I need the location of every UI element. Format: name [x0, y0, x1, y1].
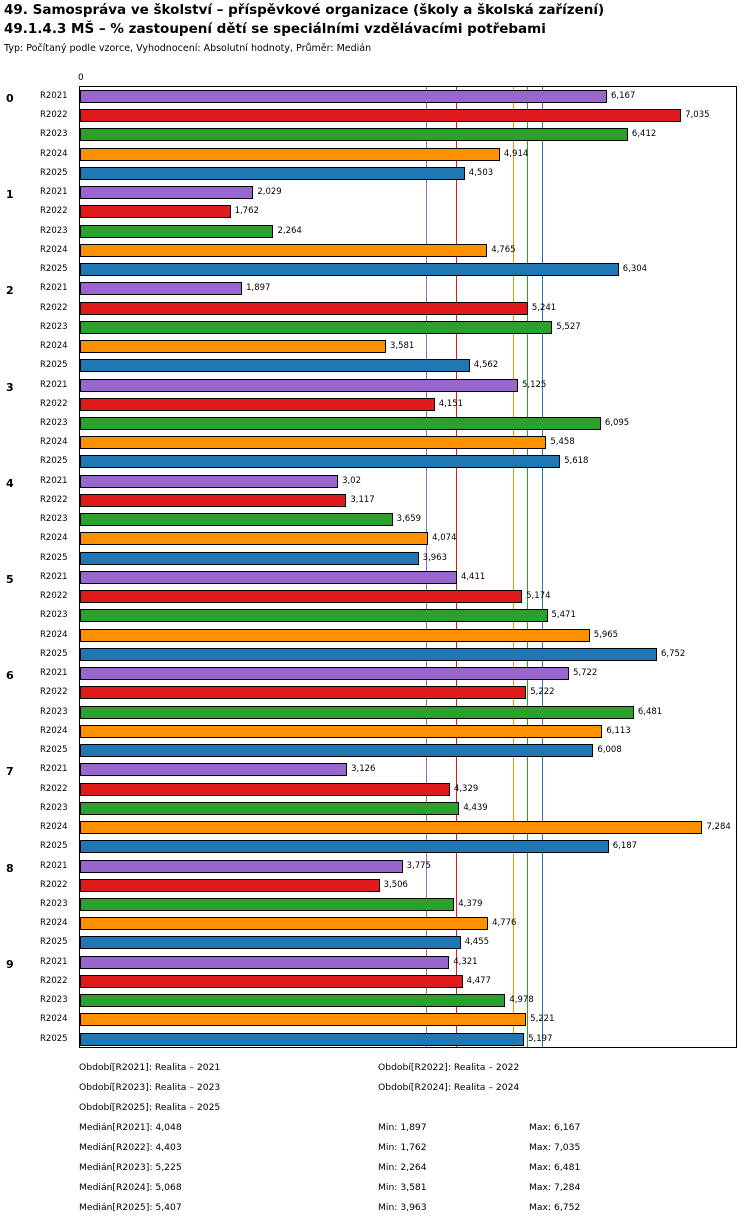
- legend-median-2022: Medián[R2022]: 4,403: [79, 1142, 182, 1153]
- bar-category-label: R2024: [40, 341, 68, 351]
- bar-category-label: R2023: [40, 706, 68, 717]
- median-line-r2024: [513, 87, 514, 1047]
- bar[interactable]: [80, 167, 465, 180]
- group-label: 0: [6, 92, 14, 105]
- legend-period-2022: Období[R2022]: Realita – 2022: [378, 1062, 520, 1073]
- bar-category-label: R2023: [40, 418, 68, 428]
- bar[interactable]: [80, 148, 500, 161]
- bar[interactable]: [80, 917, 488, 930]
- bar-category-label: R2024: [40, 533, 68, 544]
- bar-category-label: R2023: [40, 802, 68, 813]
- legend-max-2025: Max: 6,752: [529, 1202, 581, 1213]
- bar-value-label: 3,775: [406, 860, 431, 871]
- bar[interactable]: [80, 475, 338, 488]
- median-line-r2023: [527, 87, 528, 1047]
- legend-min-2021: Min: 1,897: [378, 1122, 427, 1133]
- bar-category-label: R2025: [40, 167, 68, 178]
- bar[interactable]: [80, 532, 428, 545]
- bar[interactable]: [80, 571, 457, 584]
- bar-category-label: R2022: [40, 783, 68, 794]
- bar-value-label: 3,581: [390, 341, 415, 351]
- bar-category-label: R2025: [40, 360, 68, 371]
- bar-value-label: 5,125: [521, 379, 547, 390]
- bar-category-label: R2025: [40, 745, 68, 755]
- bar[interactable]: [80, 802, 459, 815]
- bar[interactable]: [80, 975, 463, 988]
- bar[interactable]: [80, 90, 607, 103]
- report-title-line2: 49.1.4.3 MŠ – % zastoupení dětí se speciálními vzdělávacími potřebami: [4, 21, 546, 37]
- bar-category-label: R2023: [40, 995, 68, 1006]
- bar-category-label: R2024: [40, 725, 68, 736]
- bar[interactable]: [80, 379, 518, 392]
- bar-value-label: 3,126: [351, 764, 376, 775]
- bar-value-label: 6,304: [622, 264, 648, 274]
- bar-value-label: 4,321: [453, 956, 478, 967]
- bar[interactable]: [80, 1013, 526, 1026]
- bar[interactable]: [80, 244, 487, 257]
- legend-max-2023: Max: 6,481: [529, 1162, 581, 1173]
- legend-min-2025: Min: 3,963: [378, 1202, 427, 1213]
- bar-value-label: 5,241: [531, 302, 557, 313]
- legend-period-2021: Období[R2021]: Realita – 2021: [79, 1062, 221, 1073]
- bar[interactable]: [80, 263, 619, 276]
- bar-category-label: R2021: [40, 668, 68, 679]
- bar-value-label: 5,197: [528, 1033, 553, 1044]
- bar-value-label: 5,471: [551, 610, 576, 621]
- bar-value-label: 5,222: [530, 687, 555, 698]
- bar[interactable]: [80, 552, 419, 565]
- bar[interactable]: [80, 629, 590, 642]
- report-title-line1: 49. Samospráva ve školství – příspěvkové organizace (školy a školská zařízení): [4, 2, 605, 18]
- bar-category-label: R2021: [40, 764, 68, 775]
- bar-category-label: R2024: [40, 629, 68, 640]
- bar-value-label: 6,481: [637, 706, 663, 717]
- bar-category-label: R2025: [40, 264, 68, 274]
- bar[interactable]: [80, 725, 602, 738]
- chart-canvas: [80, 87, 736, 1047]
- bar[interactable]: [80, 840, 609, 853]
- bar-category-label: R2022: [40, 206, 68, 217]
- bar-value-label: 4,978: [509, 995, 534, 1006]
- group-label: 1: [6, 188, 14, 202]
- legend-min-2024: Min: 3,581: [378, 1182, 427, 1193]
- bar[interactable]: [80, 609, 548, 622]
- bar-value-label: 3,02: [342, 475, 361, 486]
- bar-category-label: R2024: [40, 1014, 68, 1025]
- bar-value-label: 6,113: [606, 725, 631, 736]
- bar-value-label: 1,762: [234, 206, 259, 217]
- legend-period-2024: Období[R2024]: Realita – 2024: [378, 1082, 520, 1093]
- bar[interactable]: [80, 956, 449, 969]
- bar-value-label: 5,527: [556, 321, 581, 332]
- bar[interactable]: [80, 648, 657, 661]
- bar-category-label: R2021: [40, 379, 68, 390]
- bar[interactable]: [80, 860, 403, 873]
- legend-max-2021: Max: 6,167: [529, 1122, 581, 1133]
- bar-value-label: 4,329: [453, 783, 479, 794]
- bar[interactable]: [80, 763, 347, 776]
- bar-value-label: 6,752: [660, 648, 686, 659]
- bar-category-label: R2023: [40, 610, 68, 621]
- axis-zero-label: 0: [78, 73, 84, 83]
- bar-value-label: 3,506: [383, 879, 408, 890]
- bar-value-label: 4,503: [468, 167, 494, 178]
- legend-min-2022: Min: 1,762: [378, 1142, 427, 1153]
- bar-value-label: 5,618: [564, 456, 589, 467]
- bar-category-label: R2025: [40, 648, 68, 659]
- bar-category-label: R2022: [40, 302, 68, 313]
- bar-value-label: 4,151: [438, 398, 464, 409]
- bar[interactable]: [80, 398, 435, 411]
- group-label: 6: [6, 669, 14, 683]
- bar-category-label: R2025: [40, 552, 68, 563]
- bar[interactable]: [80, 436, 546, 449]
- bar-category-label: R2021: [40, 572, 68, 582]
- bar-value-label: 5,174: [526, 591, 551, 602]
- bar[interactable]: [80, 744, 593, 757]
- legend-max-2024: Max: 7,284: [529, 1182, 581, 1193]
- bar-category-label: R2023: [40, 321, 68, 332]
- bar-category-label: R2023: [40, 899, 68, 909]
- bar-category-label: R2023: [40, 514, 68, 525]
- bar-category-label: R2023: [40, 129, 68, 140]
- bar[interactable]: [80, 667, 569, 680]
- bar-category-label: R2023: [40, 225, 68, 236]
- bar-value-label: 7,284: [706, 822, 731, 832]
- bar-category-label: R2022: [40, 110, 68, 121]
- bar-value-label: 4,439: [463, 802, 488, 813]
- group-label: 9: [6, 957, 14, 971]
- bar-value-label: 2,264: [277, 225, 302, 236]
- report-subtitle: Typ: Počítaný podle vzorce, Vyhodnocení: Absolutní hodnoty, Průměr: Medián: [4, 43, 372, 54]
- bar-category-label: R2024: [40, 244, 68, 255]
- bar-value-label: 4,379: [458, 899, 483, 909]
- bar-value-label: 4,074: [432, 533, 457, 544]
- bar-value-label: 3,963: [422, 552, 447, 563]
- bar-value-label: 6,008: [597, 745, 622, 755]
- bar-category-label: R2022: [40, 398, 68, 409]
- bar-value-label: 6,187: [612, 841, 638, 852]
- legend-period-2023: Období[R2023]: Realita – 2023: [79, 1082, 221, 1093]
- bar[interactable]: [80, 686, 526, 699]
- bar-category-label: R2021: [40, 956, 68, 967]
- bar-category-label: R2024: [40, 918, 68, 929]
- bar[interactable]: [80, 590, 522, 603]
- bar-value-label: 4,562: [473, 360, 499, 371]
- bar[interactable]: [80, 879, 380, 892]
- bar[interactable]: [80, 898, 454, 911]
- bar-category-label: R2021: [40, 283, 68, 294]
- bar-category-label: R2025: [40, 841, 68, 852]
- bar-category-label: R2021: [40, 91, 68, 101]
- bar-category-label: R2024: [40, 822, 68, 832]
- chart-legend: [0, 1062, 750, 1222]
- bar[interactable]: [80, 205, 231, 218]
- bar-category-label: R2021: [40, 860, 68, 871]
- legend-min-2023: Min: 2,264: [378, 1162, 427, 1173]
- bar[interactable]: [80, 302, 528, 315]
- bar-value-label: 3,117: [350, 495, 375, 505]
- bar[interactable]: [80, 455, 560, 468]
- bar[interactable]: [80, 1033, 524, 1046]
- bar-value-label: 2,029: [257, 187, 282, 198]
- bar-category-label: R2024: [40, 148, 68, 159]
- bar-value-label: 4,477: [466, 976, 491, 986]
- legend-median-2023: Medián[R2023]: 5,225: [79, 1162, 182, 1173]
- bar[interactable]: [80, 494, 346, 507]
- bar-category-label: R2022: [40, 687, 68, 698]
- bar-value-label: 3,659: [396, 514, 422, 525]
- bar-value-label: 4,776: [492, 918, 517, 929]
- bar-value-label: 5,722: [572, 668, 598, 679]
- legend-max-2022: Max: 7,035: [529, 1142, 581, 1153]
- bar-category-label: R2025: [40, 1033, 68, 1044]
- group-label: 8: [6, 861, 14, 875]
- bar-value-label: 1,897: [246, 283, 271, 294]
- legend-median-2024: Medián[R2024]: 5,068: [79, 1182, 182, 1193]
- bar[interactable]: [80, 321, 552, 334]
- group-label: 2: [6, 284, 14, 298]
- bar-value-label: 6,095: [604, 418, 630, 428]
- bar[interactable]: [80, 340, 386, 353]
- bar[interactable]: [80, 282, 242, 295]
- bar[interactable]: [80, 936, 461, 949]
- bar[interactable]: [80, 706, 634, 719]
- legend-period-2025: Období[R2025]: Realita – 2025: [79, 1102, 221, 1113]
- bar-category-label: R2025: [40, 456, 68, 467]
- legend-median-2025: Medián[R2025]: 5,407: [79, 1202, 182, 1213]
- bar-value-label: 5,221: [530, 1014, 555, 1025]
- bar-category-label: R2022: [40, 495, 68, 505]
- bar-value-label: 4,765: [491, 244, 516, 255]
- bar[interactable]: [80, 783, 450, 796]
- bar[interactable]: [80, 417, 601, 430]
- bar-category-label: R2022: [40, 976, 68, 986]
- group-label: 5: [6, 573, 14, 586]
- bar[interactable]: [80, 186, 253, 199]
- bar-value-label: 6,167: [610, 91, 636, 101]
- group-label: 7: [6, 765, 14, 779]
- bar[interactable]: [80, 821, 702, 834]
- bar[interactable]: [80, 109, 681, 122]
- legend-median-2021: Medián[R2021]: 4,048: [79, 1122, 182, 1133]
- bar-category-label: R2022: [40, 879, 68, 890]
- bar-category-label: R2021: [40, 187, 68, 198]
- bar-value-label: 7,035: [685, 110, 710, 121]
- bar[interactable]: [80, 513, 393, 526]
- group-label: 4: [6, 476, 14, 490]
- group-label: 3: [6, 380, 14, 394]
- bar[interactable]: [80, 128, 628, 141]
- bar-chart-plot-area: [79, 86, 737, 1048]
- bar[interactable]: [80, 994, 505, 1007]
- bar-value-label: 4,411: [460, 572, 486, 582]
- bar-value-label: 5,965: [593, 629, 619, 640]
- bar-value-label: 4,455: [464, 937, 490, 948]
- median-line-r2022: [456, 87, 457, 1047]
- bar-category-label: R2025: [40, 937, 68, 948]
- bar-category-label: R2024: [40, 437, 68, 448]
- bar-category-label: R2021: [40, 475, 68, 486]
- bar[interactable]: [80, 225, 273, 238]
- median-line-r2025: [542, 87, 543, 1047]
- bar-value-label: 4,914: [503, 148, 529, 159]
- bar[interactable]: [80, 359, 470, 372]
- bar-category-label: R2022: [40, 591, 68, 602]
- bar-value-label: 6,412: [631, 129, 657, 140]
- bar-value-label: 5,458: [550, 437, 575, 448]
